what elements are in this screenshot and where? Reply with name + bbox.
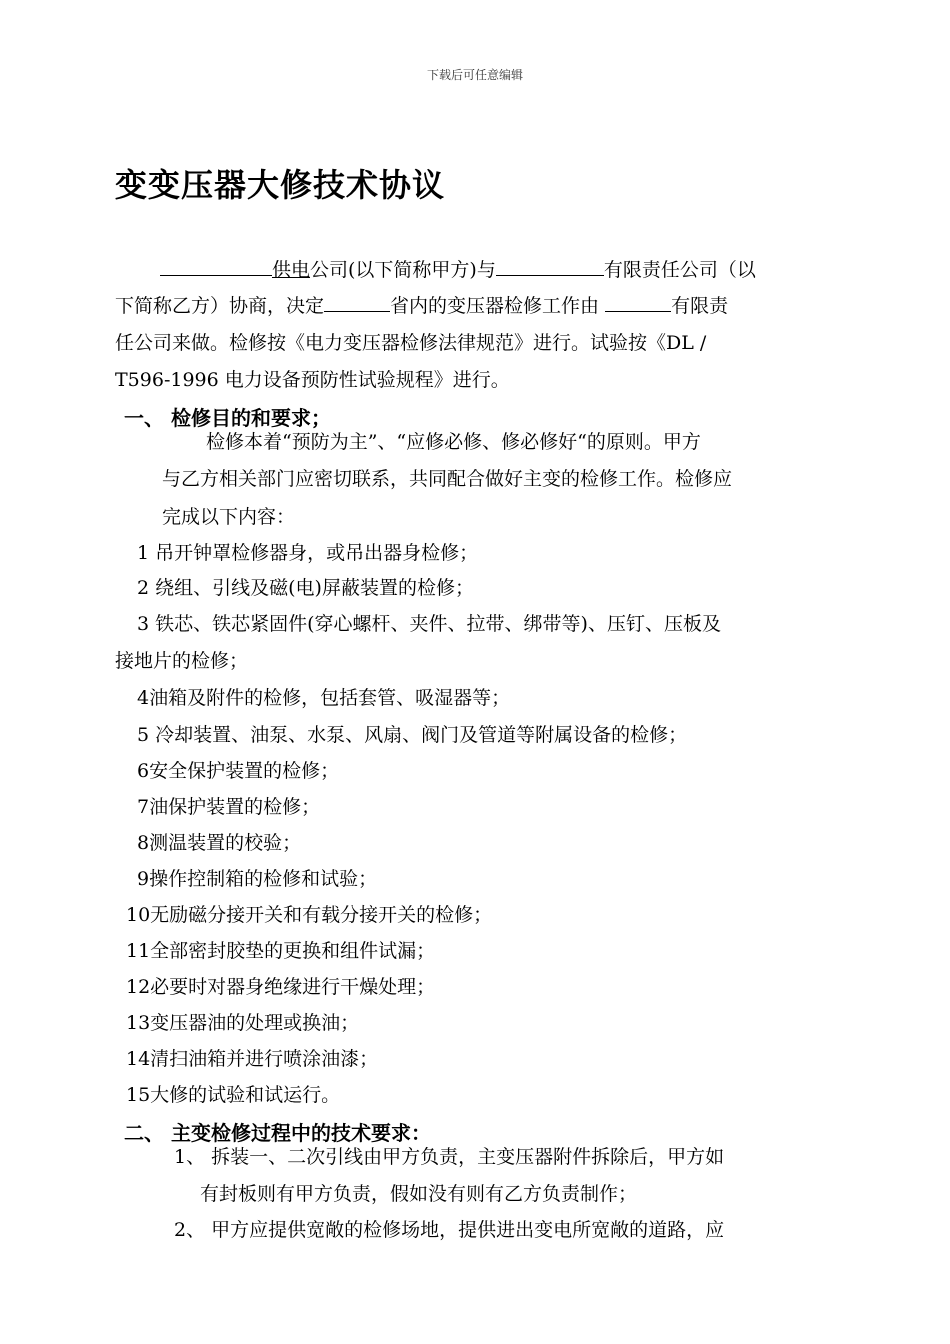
list-item: 7油保护装置的检修；: [137, 796, 321, 818]
blank-field-province[interactable]: [324, 293, 390, 312]
list-item: 9操作控制箱的检修和试验；: [137, 868, 378, 890]
intro-supplier: 供电: [272, 259, 311, 281]
list-item: 5 冷却装置、油泵、水泵、风扇、阀门及管道等附属设备的检修；: [137, 724, 688, 746]
section-2-item-1-line-1: 1、 拆装一、二次引线由甲方负责，主变压器附件拆除后，甲方如: [174, 1146, 725, 1168]
section-2-item-2-line-1: 2、 甲方应提供宽敞的检修场地，提供进出变电所宽敞的道路，应: [174, 1219, 725, 1241]
list-item: 8测温装置的校验；: [137, 832, 302, 854]
list-item: 15大修的试验和试运行。: [126, 1084, 341, 1106]
section-2-item-1-line-2: 有封板则有甲方负责，假如没有则有乙方负责制作；: [200, 1183, 638, 1205]
intro-line-4: T596-1996 电力设备预防性试验规程》进行。: [115, 369, 510, 391]
section-2-heading: 二、 主变检修过程中的技术要求：: [124, 1121, 431, 1145]
list-item: 接地片的检修；: [115, 650, 249, 672]
section-1-para-line-2: 与乙方相关部门应密切联系，共同配合做好主变的检修工作。检修应: [162, 468, 733, 490]
page-header-note: 下载后可任意编辑: [426, 68, 523, 82]
intro-line-3: 任公司来做。检修按《电力变压器检修法律规范》进行。试验按《DL /: [115, 332, 707, 354]
blank-field-company-b[interactable]: [496, 257, 604, 276]
list-item: 13变压器油的处理或换油；: [126, 1012, 360, 1034]
list-item: 11全部密封胶垫的更换和组件试漏；: [126, 940, 436, 962]
list-item: 10无励磁分接开关和有载分接开关的检修；: [126, 904, 493, 926]
blank-field-contractor[interactable]: [605, 293, 671, 312]
list-item: 2 绕组、引线及磁(电)屏蔽装置的检修；: [137, 577, 474, 599]
list-item: 3 铁芯、铁芯紧固件(穿心螺杆、夹件、拉带、绑带等)、压钉、压板及: [137, 613, 721, 635]
list-item: 6安全保护装置的检修；: [137, 760, 340, 782]
intro-line-2: 下简称乙方）协商，决定 省内的变压器检修工作由 有限责: [115, 295, 729, 317]
document-title: 变变压器大修技术协议: [115, 166, 446, 204]
list-item: 1 吊开钟罩检修器身，或吊出器身检修；: [137, 542, 479, 564]
intro-line-1: 供电公司(以下简称甲方)与 有限责任公司（以: [160, 257, 756, 282]
list-item: 14清扫油箱并进行喷涂油漆；: [126, 1048, 379, 1070]
section-1-para-line-1: 检修本着“预防为主”、“应修必修、修必修好“的原则。甲方: [206, 431, 701, 453]
list-item: 12必要时对器身绝缘进行干燥处理；: [126, 976, 436, 998]
blank-field-company-a[interactable]: [160, 257, 272, 276]
list-item: 4油箱及附件的检修，包括套管、吸湿器等；: [137, 687, 511, 709]
section-1-para-line-3: 完成以下内容：: [162, 506, 296, 528]
section-1-heading: 一、 检修目的和要求；: [124, 406, 331, 430]
